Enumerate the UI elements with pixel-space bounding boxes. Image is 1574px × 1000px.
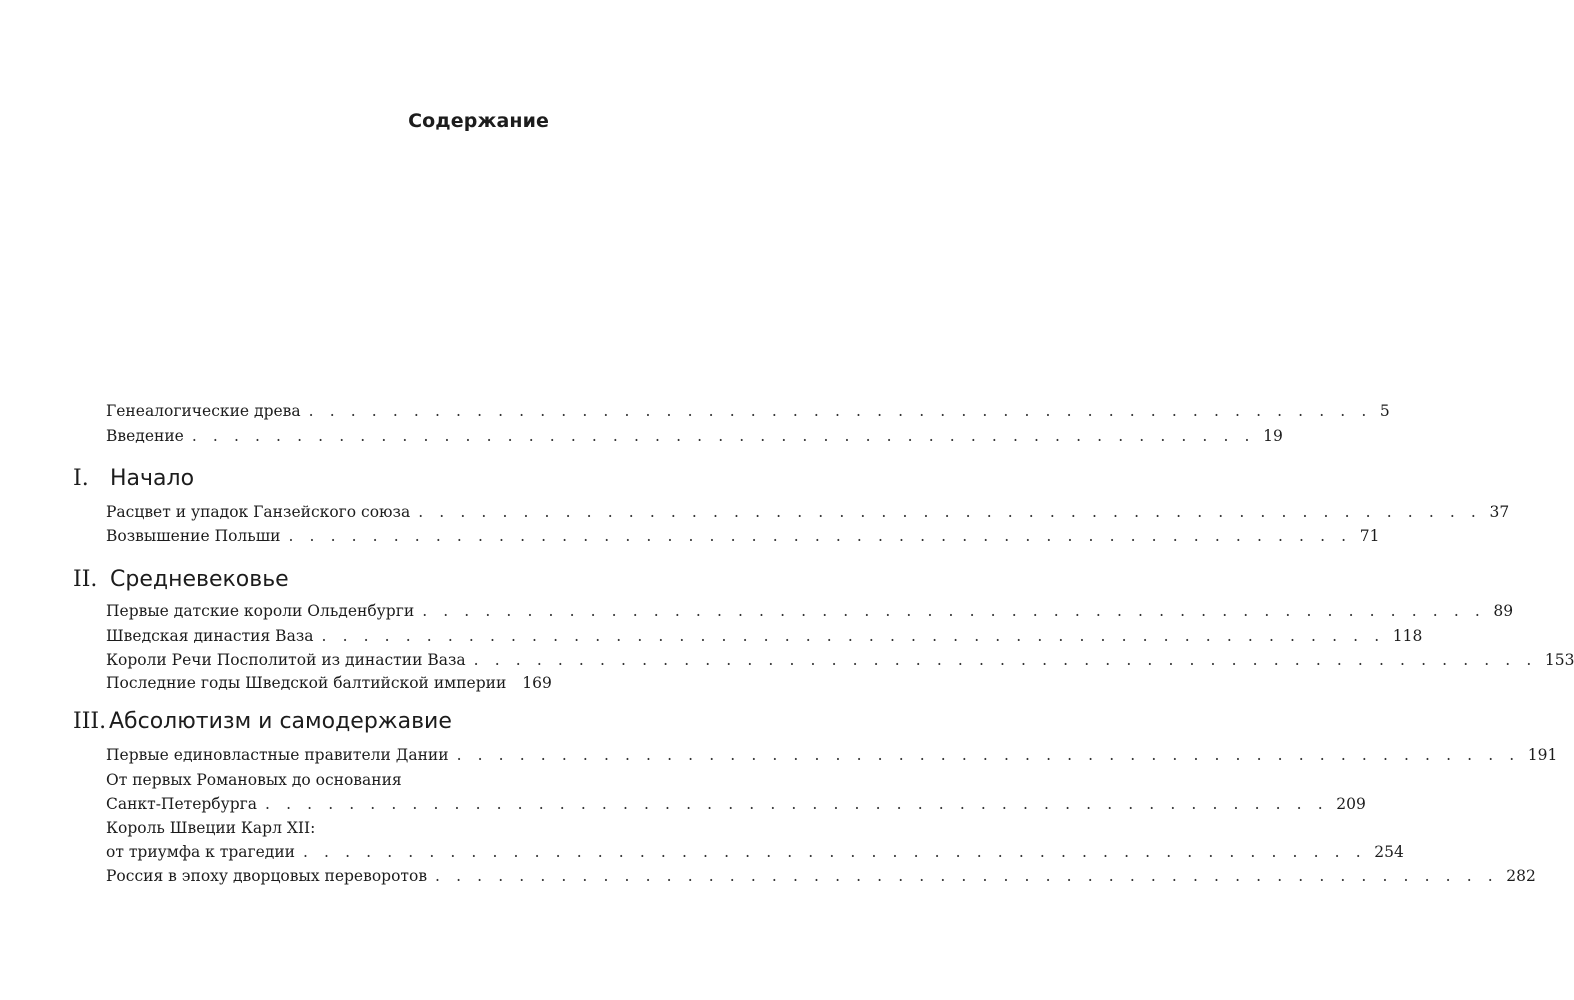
toc-entry-title: Расцвет и упадок Ганзейского союза xyxy=(106,503,411,521)
toc-entry-page: 71 xyxy=(1359,527,1380,545)
toc-entry-title: Генеалогические древа xyxy=(106,402,301,420)
toc-entry-title: Шведская династия Ваза xyxy=(106,627,314,645)
toc-entry-page: 37 xyxy=(1489,503,1510,521)
dot-leader: . . . . . . . . . . . . . . . . . . . . . . . . . . . . . . . . . . . . . . . . . . . . . . . . . . . xyxy=(303,843,1367,861)
toc-entry-title: Введение xyxy=(106,427,184,445)
toc-entry-title: Первые датские короли Ольденбурги xyxy=(106,602,415,620)
toc-entry-palace-coups[interactable] xyxy=(106,866,1536,886)
toc-entry-charles-xii-first-line[interactable]: Король Швеции Карл XII: xyxy=(106,819,316,837)
dot-leader: . . . . . . . . . . . . . . . . . . . . . . . . . . . . . . . . . . . . . . . . . . . . . . . . . . . xyxy=(418,503,1482,521)
toc-entry-page: 282 xyxy=(1506,867,1536,885)
dot-leader: . . . . . . . . . . . . . . . . . . . . . . . . . . . . . . . . . . . . . . . . . . . . . . . . . . . xyxy=(308,402,1372,420)
part-numeral: I. xyxy=(73,466,89,491)
toc-entry-charles-xii[interactable] xyxy=(106,842,1404,862)
page-title: Содержание xyxy=(408,110,549,132)
toc-entry-title: Последние годы Шведской балтийской империи xyxy=(106,674,507,692)
part-heading-2 xyxy=(73,566,289,594)
part-heading-3 xyxy=(73,708,452,736)
part-numeral: II. xyxy=(73,567,98,592)
toc-entry-page: 19 xyxy=(1263,427,1283,445)
toc-entry-hanseatic-league[interactable] xyxy=(106,502,1510,522)
toc-entry-title: Первые единовластные правители Дании xyxy=(106,746,449,764)
dot-leader: . . . . . . . . . . . . . . . . . . . . . . . . . . . . . . . . . . . . . . . . . . . . . . . . . . . xyxy=(473,651,1537,669)
toc-entry-page: 169 xyxy=(522,674,552,692)
toc-entry-page: 89 xyxy=(1493,602,1514,620)
toc-entry-genealogy[interactable] xyxy=(106,401,1390,421)
part-name: Средневековье xyxy=(110,567,289,592)
toc-entry-vasa-dynasty[interactable] xyxy=(106,626,1423,646)
dot-leader: . . . . . . . . . . . . . . . . . . . . . . . . . . . . . . . . . . . . . . . . . . . . . . . . . . . xyxy=(288,527,1352,545)
dot-leader: . . . . . . . . . . . . . . . . . . . . . . . . . . . . . . . . . . . . . . . . . . . . . . . . . . . xyxy=(191,427,1256,445)
toc-entry-swedish-baltic-empire[interactable] xyxy=(106,673,550,693)
toc-entry-romanovs-petersburg[interactable] xyxy=(106,794,1366,814)
dot-leader: . . . . . . . . . . . . . . . . . . . . . . . . . . . . . . . . . . . . . . . . . . . . . . . . . . . xyxy=(422,602,1486,620)
toc-entry-title: Возвышение Польши xyxy=(106,527,281,545)
toc-entry-romanovs-first-line[interactable]: От первых Романовых до основания xyxy=(106,771,402,789)
dot-leader: . . . . . . . . . . . . . . . . . . . . . . . . . . . . . . . . . . . . . . . . . . . . . . . . . . . xyxy=(321,627,1385,645)
toc-entry-page: 5 xyxy=(1379,402,1390,420)
toc-entry-title: от триумфа к трагедии xyxy=(106,843,295,861)
part-name: Начало xyxy=(110,466,195,491)
toc-entry-page: 191 xyxy=(1527,746,1558,764)
toc-entry-title: Санкт-Петербурга xyxy=(106,795,258,813)
part-heading-1 xyxy=(73,465,194,493)
part-name: Абсолютизм и самодержавие xyxy=(109,709,452,734)
dot-leader: . . . . . . . . . . . . . . . . . . . . . . . . . . . . . . . . . . . . . . . . . . . . . . . . . . . xyxy=(435,867,1499,885)
dot-leader: . . . . . . . . . . . . . . . . . . . . . . . . . . . . . . . . . . . . . . . . . . . . . . . . . . . xyxy=(456,746,1520,764)
toc-entry-page: 209 xyxy=(1336,795,1366,813)
toc-entry-danish-absolute-rulers[interactable] xyxy=(106,745,1558,765)
toc-entry-title: Россия в эпоху дворцовых переворотов xyxy=(106,867,428,885)
toc-entry-page: 118 xyxy=(1392,627,1423,645)
toc-entry-commonwealth-vasa-kings[interactable] xyxy=(106,650,1574,670)
toc-entry-title: Короли Речи Посполитой из династии Ваза xyxy=(106,651,466,669)
part-numeral: III. xyxy=(73,709,107,734)
toc-entry-page: 254 xyxy=(1374,843,1404,861)
toc-entry-page: 153 xyxy=(1544,651,1574,669)
toc-entry-introduction[interactable] xyxy=(106,426,1283,446)
toc-entry-rise-of-poland[interactable] xyxy=(106,526,1380,546)
dot-leader: . . . . . . . . . . . . . . . . . . . . . . . . . . . . . . . . . . . . . . . . . . . . . . . . . . . xyxy=(265,795,1329,813)
toc-entry-oldenburg-kings[interactable] xyxy=(106,601,1514,621)
